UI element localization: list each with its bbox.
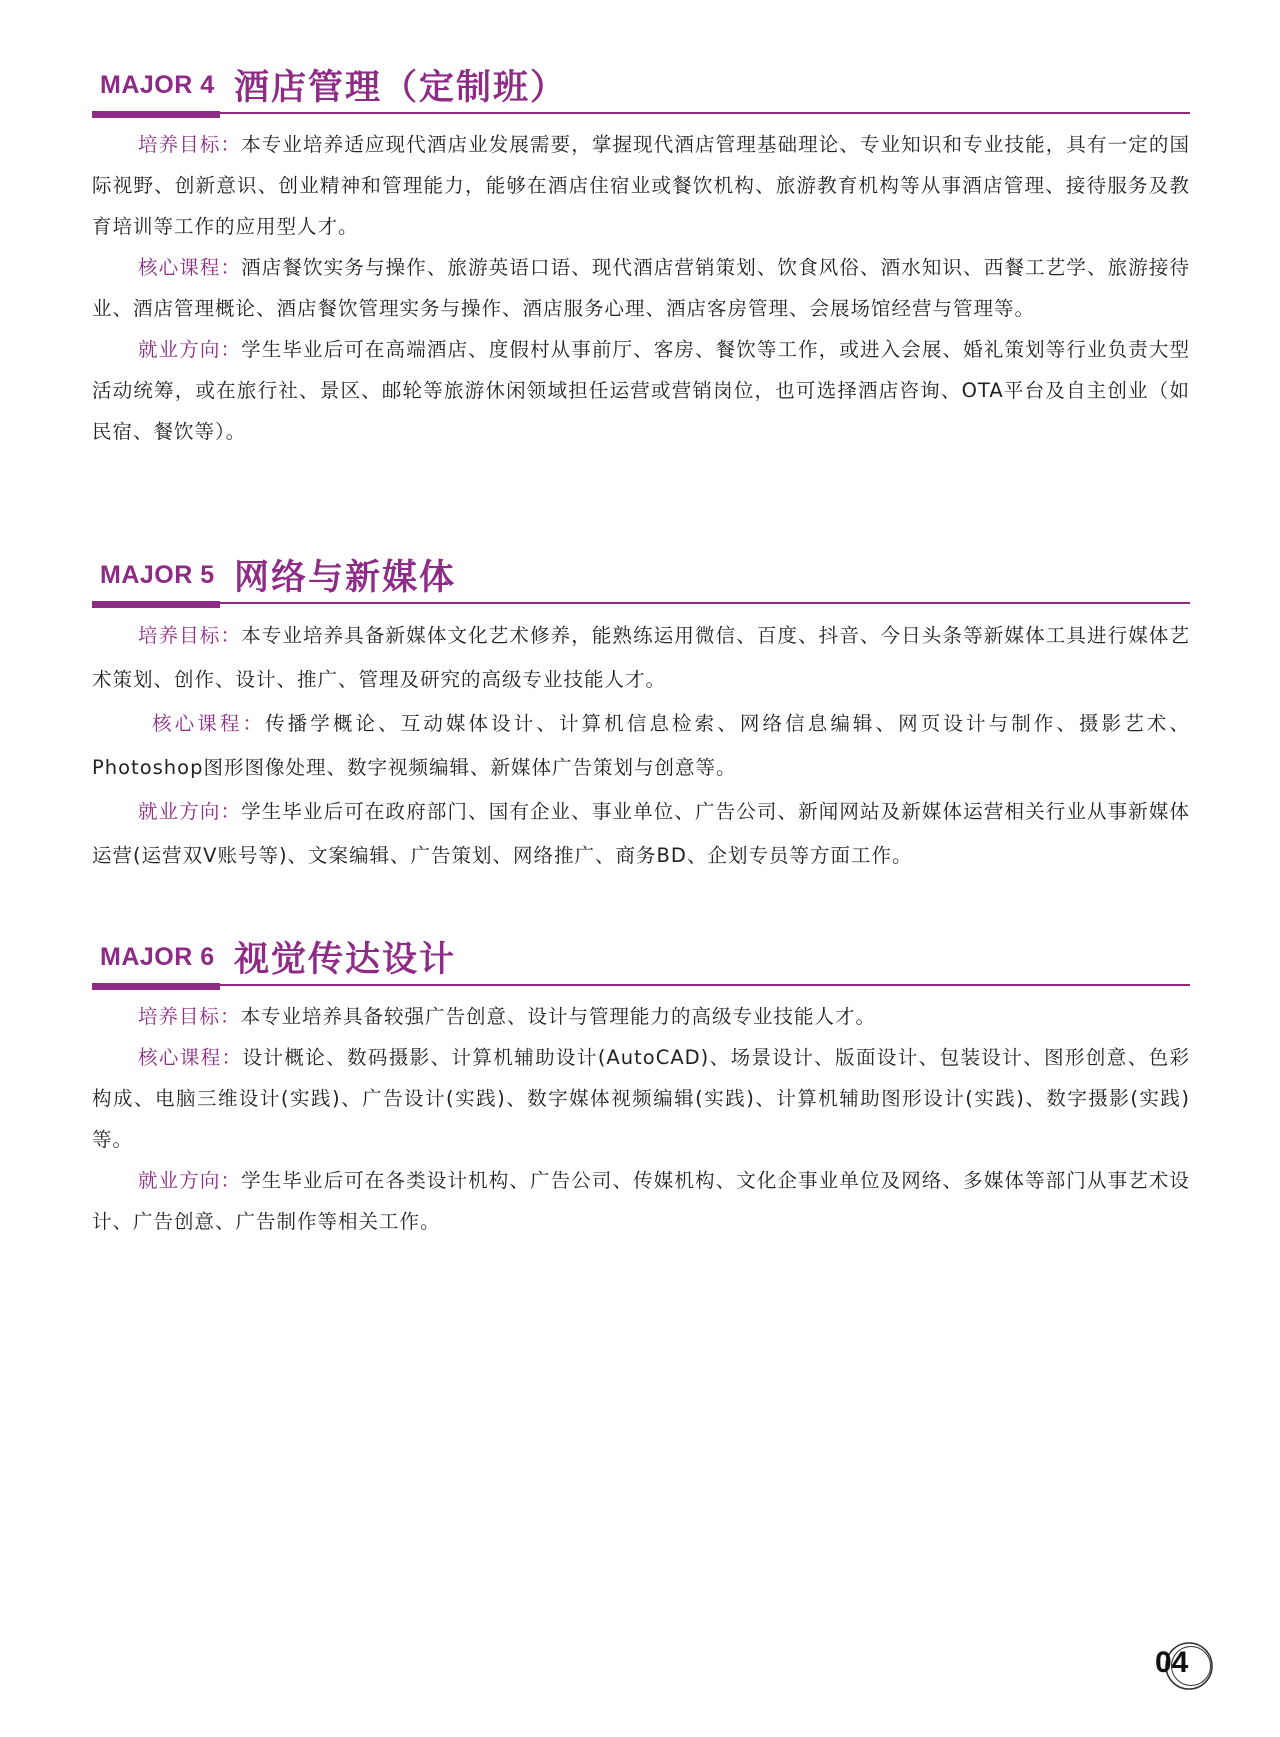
core-courses: [92, 1037, 1190, 1160]
training-goal-text: 本专业培养具备新媒体文化艺术修养，能熟练运用微信、百度、抖音、今日头条等新媒体工具进行媒体艺术策划、创作、设计、推广、管理及研究的高级专业技能人才。: [92, 624, 1190, 691]
section-header: [92, 548, 1190, 604]
section-body: [92, 124, 1190, 452]
page-number-text: 04: [1155, 1646, 1189, 1679]
core-courses-label: 核心课程：: [152, 712, 266, 735]
core-courses: [92, 247, 1190, 329]
major-number: MAJOR 5: [100, 561, 215, 589]
core-courses-text: 酒店餐饮实务与操作、旅游英语口语、现代酒店营销策划、饮食风俗、酒水知识、西餐工艺学、旅游接待业、酒店管理概论、酒店餐饮管理实务与操作、酒店服务心理、酒店客房管理、会展场馆经营与管理等。: [92, 256, 1190, 320]
career-direction: [92, 1160, 1190, 1242]
header-rule: [92, 984, 1190, 986]
section-header: [92, 930, 1190, 986]
major-title: 酒店管理（定制班）: [234, 68, 568, 108]
header-rule-tab: [92, 111, 220, 118]
section-body: [92, 614, 1190, 878]
header-rule-tab: [92, 983, 220, 990]
major-number: MAJOR 6: [100, 943, 215, 971]
major-title: 网络与新媒体: [234, 558, 457, 598]
section-body: [92, 996, 1190, 1242]
career-direction-text: 学生毕业后可在高端酒店、度假村从事前厅、客房、餐饮等工作，或进入会展、婚礼策划等行业负责大型活动统筹，或在旅行社、景区、邮轮等旅游休闲领域担任运营或营销岗位，也可选择酒店咨询、OTA平台及自主创业（如民宿、餐饮等）。: [92, 338, 1190, 443]
core-courses: [92, 702, 1190, 790]
career-direction-text: 学生毕业后可在各类设计机构、广告公司、传媒机构、文化企事业单位及网络、多媒体等部门从事艺术设计、广告创意、广告制作等相关工作。: [92, 1169, 1190, 1233]
training-goal-label: 培养目标：: [138, 133, 242, 156]
major-number: MAJOR 4: [100, 71, 215, 99]
major-title: 视觉传达设计: [234, 940, 457, 980]
training-goal: [92, 124, 1190, 247]
career-direction-label: 就业方向：: [138, 800, 242, 823]
training-goal: [92, 614, 1190, 702]
core-courses-label: 核心课程：: [138, 256, 242, 279]
career-direction: [92, 790, 1190, 878]
training-goal-text: 本专业培养适应现代酒店业发展需要，掌握现代酒店管理基础理论、专业知识和专业技能，具有一定的国际视野、创新意识、创业精神和管理能力，能够在酒店住宿业或餐饮机构、旅游教育机构等从事酒店管理、接待服务及教育培训等工作的应用型人才。: [92, 133, 1190, 238]
major-section-5: [92, 548, 1190, 878]
core-courses-label: 核心课程：: [138, 1046, 243, 1069]
training-goal-label: 培养目标：: [138, 624, 242, 647]
training-goal: [92, 996, 1190, 1037]
header-rule-tab: [92, 601, 220, 608]
career-direction-text: 学生毕业后可在政府部门、国有企业、事业单位、广告公司、新闻网站及新媒体运营相关行业从事新媒体运营(运营双V账号等)、文案编辑、广告策划、网络推广、商务BD、企划专员等方面工作。: [92, 800, 1190, 867]
core-courses-text: 传播学概论、互动媒体设计、计算机信息检索、网络信息编辑、网页设计与制作、摄影艺术、Photoshop图形图像处理、数字视频编辑、新媒体广告策划与创意等。: [92, 712, 1190, 779]
career-direction-label: 就业方向：: [138, 1169, 242, 1192]
header-rule: [92, 602, 1190, 604]
training-goal-text: 本专业培养具备较强广告创意、设计与管理能力的高级专业技能人才。: [240, 1005, 877, 1028]
major-section-6: [92, 930, 1190, 1242]
core-courses-text: 设计概论、数码摄影、计算机辅助设计(AutoCAD)、场景设计、版面设计、包装设计、图形创意、色彩构成、电脑三维设计(实践)、广告设计(实践)、数字媒体视频编辑(实践)、计算机辅助图形设计(实践)、数字摄影(实践)等。: [92, 1046, 1190, 1151]
career-direction: [92, 329, 1190, 452]
section-header: [92, 58, 1190, 114]
career-direction-label: 就业方向：: [138, 338, 242, 361]
page-number: [1147, 1640, 1221, 1692]
training-goal-label: 培养目标：: [138, 1005, 241, 1028]
major-section-4: [92, 58, 1190, 452]
header-rule: [92, 112, 1190, 114]
